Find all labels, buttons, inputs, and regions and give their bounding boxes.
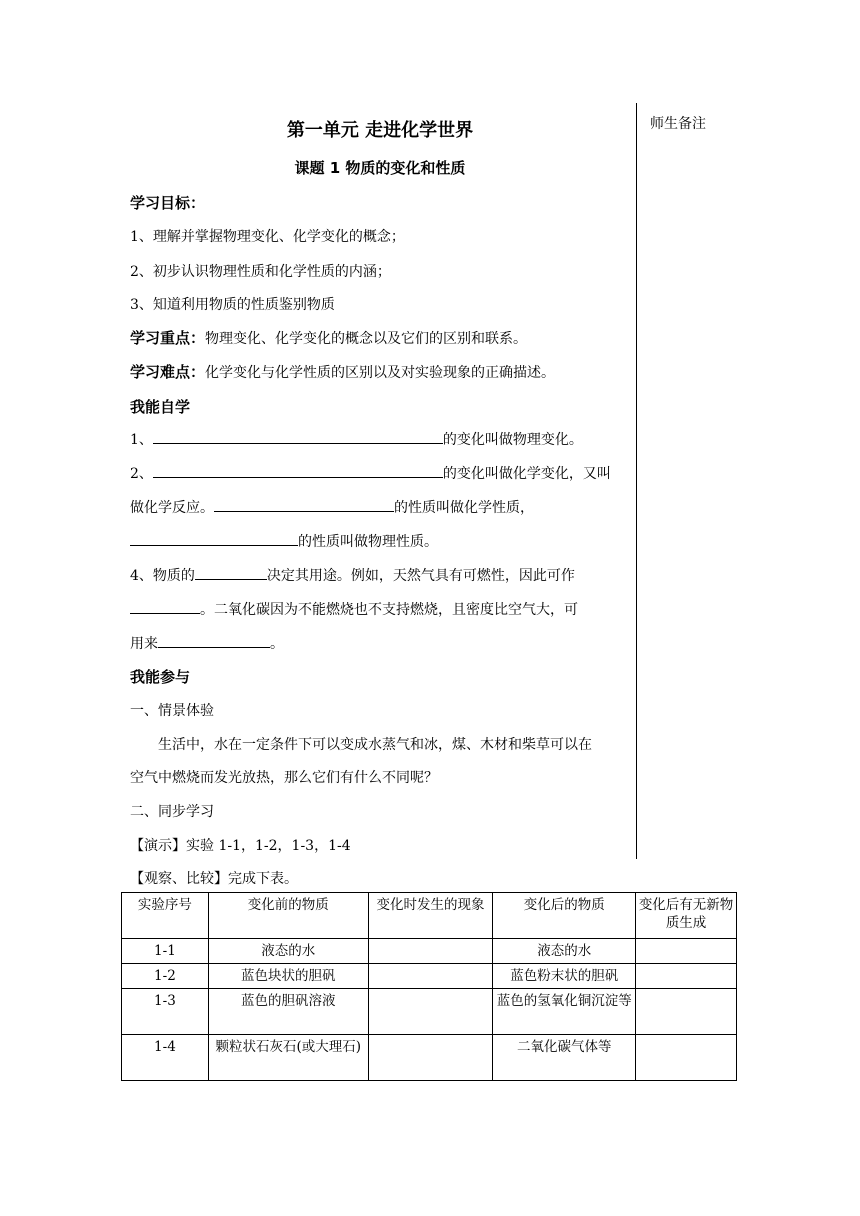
side-note-label: 师生备注: [650, 116, 706, 132]
self-study-heading: 我能自学: [130, 398, 191, 416]
table-cell-blank[interactable]: [636, 989, 737, 1035]
q4-prefix: 4、物质的: [130, 568, 195, 584]
lesson-subtitle: 课题 1 物质的变化和性质: [294, 159, 466, 177]
self-study-q4: [130, 565, 575, 585]
table-cell-blank[interactable]: [636, 964, 737, 989]
scenario-paragraph-line1: 生活中，水在一定条件下可以变成水蒸气和冰，煤、木材和柴草可以在: [158, 737, 592, 753]
difficulty-point: [130, 361, 555, 382]
table-header: 变化后有无新物质生成: [636, 893, 737, 939]
self-study-q2b: [130, 497, 534, 517]
q1-blank[interactable]: [153, 429, 443, 444]
q4-suffix: 决定其用途。例如，天然气具有可燃性，因此可作: [266, 568, 575, 584]
objectives-heading: 学习目标：: [130, 194, 206, 212]
q2-suffix: 的变化叫做化学变化，又叫: [442, 466, 611, 482]
table-header: 变化时发生的现象: [368, 893, 493, 939]
q4-blank[interactable]: [195, 565, 267, 580]
difficulty-text: 化学变化与化学性质的区别以及对实验现象的正确描述。: [205, 365, 556, 381]
objective-item: 3、知道利用物质的性质鉴别物质: [130, 297, 335, 313]
q2b-suffix: 的性质叫做化学性质，: [394, 500, 534, 516]
key-point-text: 物理变化、化学变化的概念以及它们的区别和联系。: [205, 331, 528, 347]
q2b-prefix: 做化学反应。: [130, 500, 214, 516]
q2b-blank[interactable]: [214, 497, 394, 512]
table-cell: 1-1: [122, 939, 209, 964]
table-cell: 蓝色的胆矾溶液: [208, 989, 368, 1035]
table-row: [122, 989, 737, 1035]
table-header: 变化后的物质: [493, 893, 636, 939]
demo-line: 【演示】实验 1-1，1-2，1-3，1-4: [130, 838, 351, 854]
table-cell: 1-2: [122, 964, 209, 989]
self-study-q2c: [130, 531, 438, 551]
section-scenario: 一、情景体验: [130, 703, 214, 719]
q2-blank[interactable]: [153, 463, 443, 478]
q4c-blank[interactable]: [158, 633, 270, 648]
table-cell: 颗粒状石灰石(或大理石): [208, 1035, 368, 1081]
q1-suffix: 的变化叫做物理变化。: [442, 432, 583, 448]
table-header-row: [122, 893, 737, 939]
q4b-suffix: 。二氧化碳因为不能燃烧也不支持燃烧，且密度比空气大，可: [200, 602, 578, 618]
observation-table: [121, 892, 737, 1081]
self-study-q2: [130, 463, 611, 483]
q4b-blank[interactable]: [130, 599, 200, 614]
table-row: [122, 964, 737, 989]
table-cell: 蓝色块状的胆矾: [208, 964, 368, 989]
observe-line: 【观察、比较】完成下表。: [130, 871, 298, 887]
self-study-q4c: [130, 633, 284, 653]
table-row: [122, 1035, 737, 1081]
objective-item: 2、初步认识物理性质和化学性质的内涵；: [130, 264, 391, 280]
q1-prefix: 1、: [130, 432, 153, 448]
key-point-label: 学习重点：: [130, 329, 206, 347]
table-cell-blank[interactable]: [368, 1035, 493, 1081]
table-cell-blank[interactable]: [636, 1035, 737, 1081]
table-cell: 液态的水: [208, 939, 368, 964]
participate-heading: 我能参与: [130, 668, 191, 686]
table-row: [122, 939, 737, 964]
table-cell: 蓝色粉末状的胆矾: [493, 964, 636, 989]
table-cell: 二氧化碳气体等: [493, 1035, 636, 1081]
table-cell: 蓝色的氢氧化铜沉淀等: [493, 989, 636, 1035]
q4c-suffix: 。: [270, 636, 284, 652]
q4c-prefix: 用来: [130, 636, 158, 652]
table-cell: 1-3: [122, 989, 209, 1035]
objective-item: 1、理解并掌握物理变化、化学变化的概念；: [130, 229, 405, 245]
q2-prefix: 2、: [130, 466, 153, 482]
self-study-q4b: [130, 599, 578, 619]
table-cell: 1-4: [122, 1035, 209, 1081]
section-sync-study: 二、同步学习: [130, 804, 214, 820]
scenario-paragraph-line2: 空气中燃烧而发光放热，那么它们有什么不同呢？: [130, 770, 438, 786]
q2c-suffix: 的性质叫做物理性质。: [298, 534, 438, 550]
table-cell-blank[interactable]: [368, 939, 493, 964]
margin-divider: [636, 103, 637, 859]
self-study-q1: [130, 429, 583, 449]
q2c-blank[interactable]: [130, 531, 298, 546]
table-header: 变化前的物质: [208, 893, 368, 939]
unit-title: 第一单元 走进化学世界: [286, 120, 474, 141]
table-cell-blank[interactable]: [636, 939, 737, 964]
key-point: [130, 327, 527, 348]
table-cell-blank[interactable]: [368, 964, 493, 989]
table-cell-blank[interactable]: [368, 989, 493, 1035]
difficulty-label: 学习难点：: [130, 363, 206, 381]
table-cell: 液态的水: [493, 939, 636, 964]
table-header: 实验序号: [122, 893, 209, 939]
